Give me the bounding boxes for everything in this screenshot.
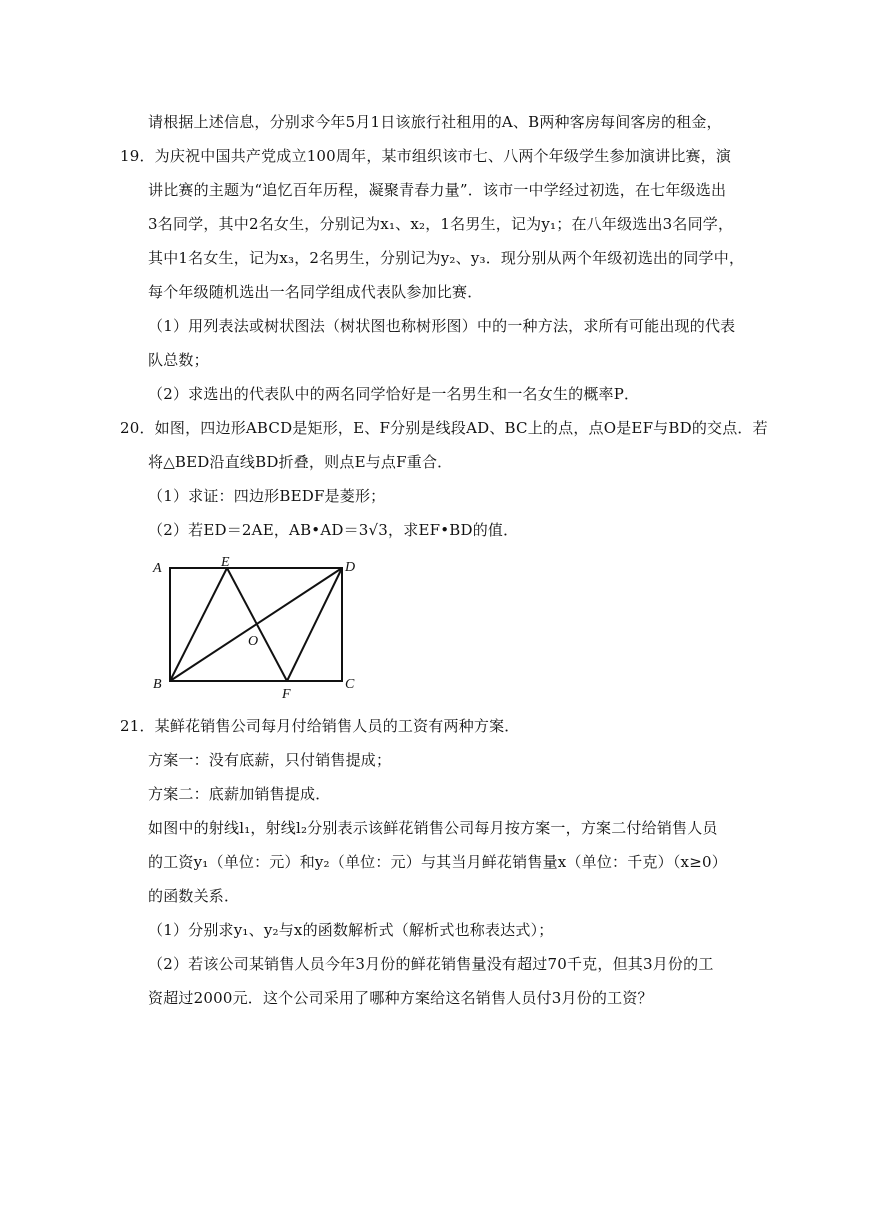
rectangle-diagram — [148, 554, 363, 704]
q19-part2-line: （2）求选出的代表队中的两名同学恰好是一名男生和一名女生的概率P． — [148, 385, 640, 403]
q21-text-line: 方案二：底薪加销售提成． — [148, 785, 331, 803]
rectangle-figure — [148, 554, 363, 704]
q19-text-line: 3名同学，其中2名女生，分别记为x₁、x₂，1名男生，记为y₁；在八年级选出3名同学， — [148, 215, 734, 233]
q19-text-line: 其中1名女生，记为x₃，2名男生，分别记为y₂、y₃．现分别从两个年级初选出的同学中， — [148, 249, 745, 267]
label-b: B — [153, 677, 162, 692]
q21-part2-line: 资超过2000元．这个公司采用了哪种方案给这名销售人员付3月份的工资？ — [148, 989, 653, 1007]
label-c: C — [345, 677, 355, 692]
q18-text-line: 请根据上述信息，分别求今年5月1日该旅行社租用的A、B两种客房每间客房的租金， — [148, 113, 722, 131]
q19-text-line: 19．为庆祝中国共产党成立100周年，某市组织该市七、八两个年级学生参加演讲比赛，演 — [120, 147, 732, 165]
q21-part1-line: （1）分别求y₁、y₂与x的函数解析式（解析式也称表达式）； — [148, 921, 554, 939]
q20-part2-line: （2）若ED＝2AE，AB•AD＝3√3，求EF•BD的值． — [148, 521, 519, 539]
label-d: D — [345, 560, 356, 575]
q19-part1-line: （1）用列表法或树状图法（树状图也称树形图）中的一种方法，求所有可能出现的代表 — [148, 317, 736, 335]
q21-text-line: 如图中的射线l₁，射线l₂分别表示该鲜花销售公司每月按方案一，方案二付给销售人员 — [148, 819, 718, 837]
q20-text-line: 20．如图，四边形ABCD是矩形，E、F分别是线段AD、BC上的点，点O是EF与BD的交点．若 — [120, 419, 768, 437]
segment-ef — [227, 568, 287, 681]
q21-text-line: 方案一：没有底薪，只付销售提成； — [148, 751, 392, 769]
label-e: E — [221, 555, 230, 570]
q20-text-line: 将△BED沿直线BD折叠，则点E与点F重合． — [148, 453, 453, 471]
q20-part1-line: （1）求证：四边形BEDF是菱形； — [148, 487, 386, 505]
q21-text-line: 的工资y₁（单位：元）和y₂（单位：元）与其当月鲜花销售量x（单位：千克）（x≥0） — [148, 853, 727, 871]
q21-text-line: 21．某鲜花销售公司每月付给销售人员的工资有两种方案． — [120, 717, 520, 735]
label-a: A — [153, 561, 162, 576]
q19-text-line: 每个年级随机选出一名同学组成代表队参加比赛． — [148, 283, 483, 301]
label-o: O — [248, 634, 259, 649]
q19-text-line: 讲比赛的主题为“追忆百年历程，凝聚青春力量”．该市一中学经过初选，在七年级选出 — [148, 181, 727, 199]
segment-be — [170, 568, 227, 681]
q21-text-line: 的函数关系． — [148, 887, 240, 905]
q19-part1-line: 队总数； — [148, 351, 209, 369]
q21-part2-line: （2）若该公司某销售人员今年3月份的鲜花销售量没有超过70千克，但其3月份的工 — [148, 955, 714, 973]
label-f: F — [282, 687, 291, 702]
